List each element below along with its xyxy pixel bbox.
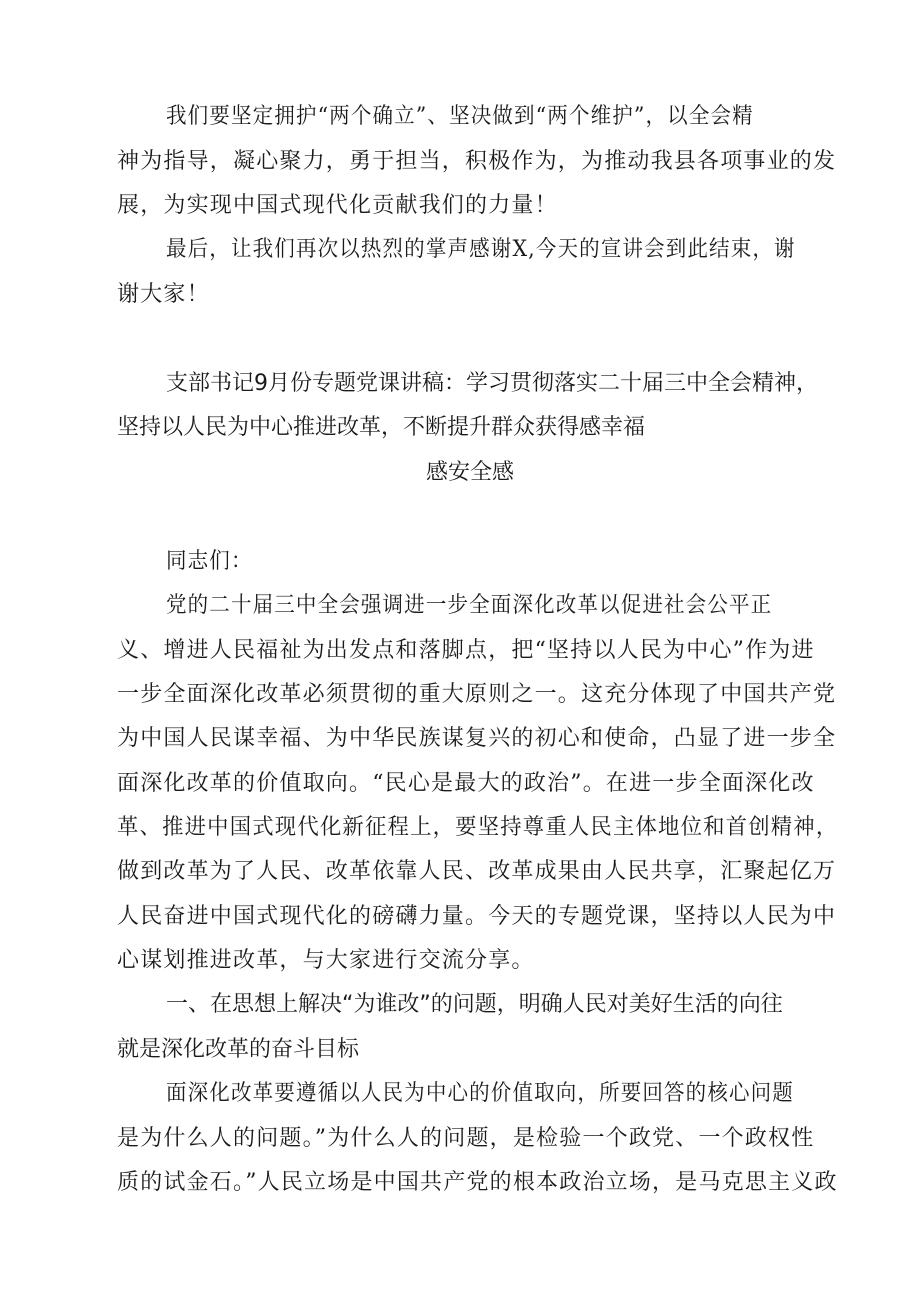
intro-paragraph-line: 一步全面深化改革必须贯彻的重大原则之一。这充分体现了中国共产党 xyxy=(117,682,837,707)
salutation: 同志们： xyxy=(166,549,253,574)
intro-paragraph-line: 人民奋进中国式现代化的磅礴力量。今天的专题党课，坚持以人民为中 xyxy=(117,904,837,929)
intro-paragraph-line: 义、增进人民福祉为出发点和落脚点，把“坚持以人民为中心”作为进 xyxy=(117,638,815,663)
closing-paragraph-1-line: 展，为实现中国式现代化贡献我们的力量！ xyxy=(117,193,558,218)
section-1-paragraph-line: 面深化改革要遵循以人民为中心的价值取向，所要回答的核心问题 xyxy=(166,1081,794,1106)
closing-paragraph-2-line: 谢大家！ xyxy=(117,282,210,307)
intro-paragraph-line: 党的二十届三中全会强调进一步全面深化改革以促进社会公平正 xyxy=(166,593,773,618)
intro-paragraph-line: 面深化改革的价值取向。“民心是最大的政治”。在进一步全面深化改 xyxy=(117,771,815,796)
intro-paragraph-line: 做到改革为了人民、改革依靠人民、改革成果由人民共享，汇聚起亿万 xyxy=(117,859,837,884)
closing-paragraph-1-line: 我们要坚定拥护“两个确立”、坚决做到“两个维护”，以全会精 xyxy=(166,104,754,129)
section-1-heading-line: 就是深化改革的奋斗目标 xyxy=(117,1037,360,1062)
intro-paragraph-line: 心谋划推进改革，与大家进行交流分享。 xyxy=(117,948,535,973)
intro-paragraph-line: 为中国人民谋幸福、为中华民族谋复兴的初心和使命，凸显了进一步全 xyxy=(117,726,837,751)
closing-paragraph-2-line: 最后，让我们再次以热烈的掌声感谢X,今天的宣讲会到此结束，谢 xyxy=(166,237,796,262)
section-1-heading-line: 一、在思想上解决“为谁改”的问题，明确人民对美好生活的向往 xyxy=(166,992,783,1017)
closing-paragraph-1-line: 神为指导，凝心聚力，勇于担当，积极作为，为推动我县各项事业的发 xyxy=(117,149,837,174)
section-1-paragraph-line: 是为什么人的问题。”为什么人的问题，是检验一个政党、一个政权性 xyxy=(117,1126,815,1151)
section-1-paragraph-line: 质的试金石。”人民立场是中国共产党的根本政治立场，是马克思主义政 xyxy=(117,1170,838,1195)
article-title-line: 感安全感 xyxy=(426,460,515,485)
intro-paragraph-line: 革、推进中国式现代化新征程上，要坚持尊重人民主体地位和首创精神， xyxy=(117,815,839,840)
article-title-line: 坚持以人民为中心推进改革，不断提升群众获得感幸福 xyxy=(117,415,646,440)
article-title-line: 支部书记9月份专题党课讲稿：学习贯彻落实二十届三中全会精神， xyxy=(166,371,818,396)
